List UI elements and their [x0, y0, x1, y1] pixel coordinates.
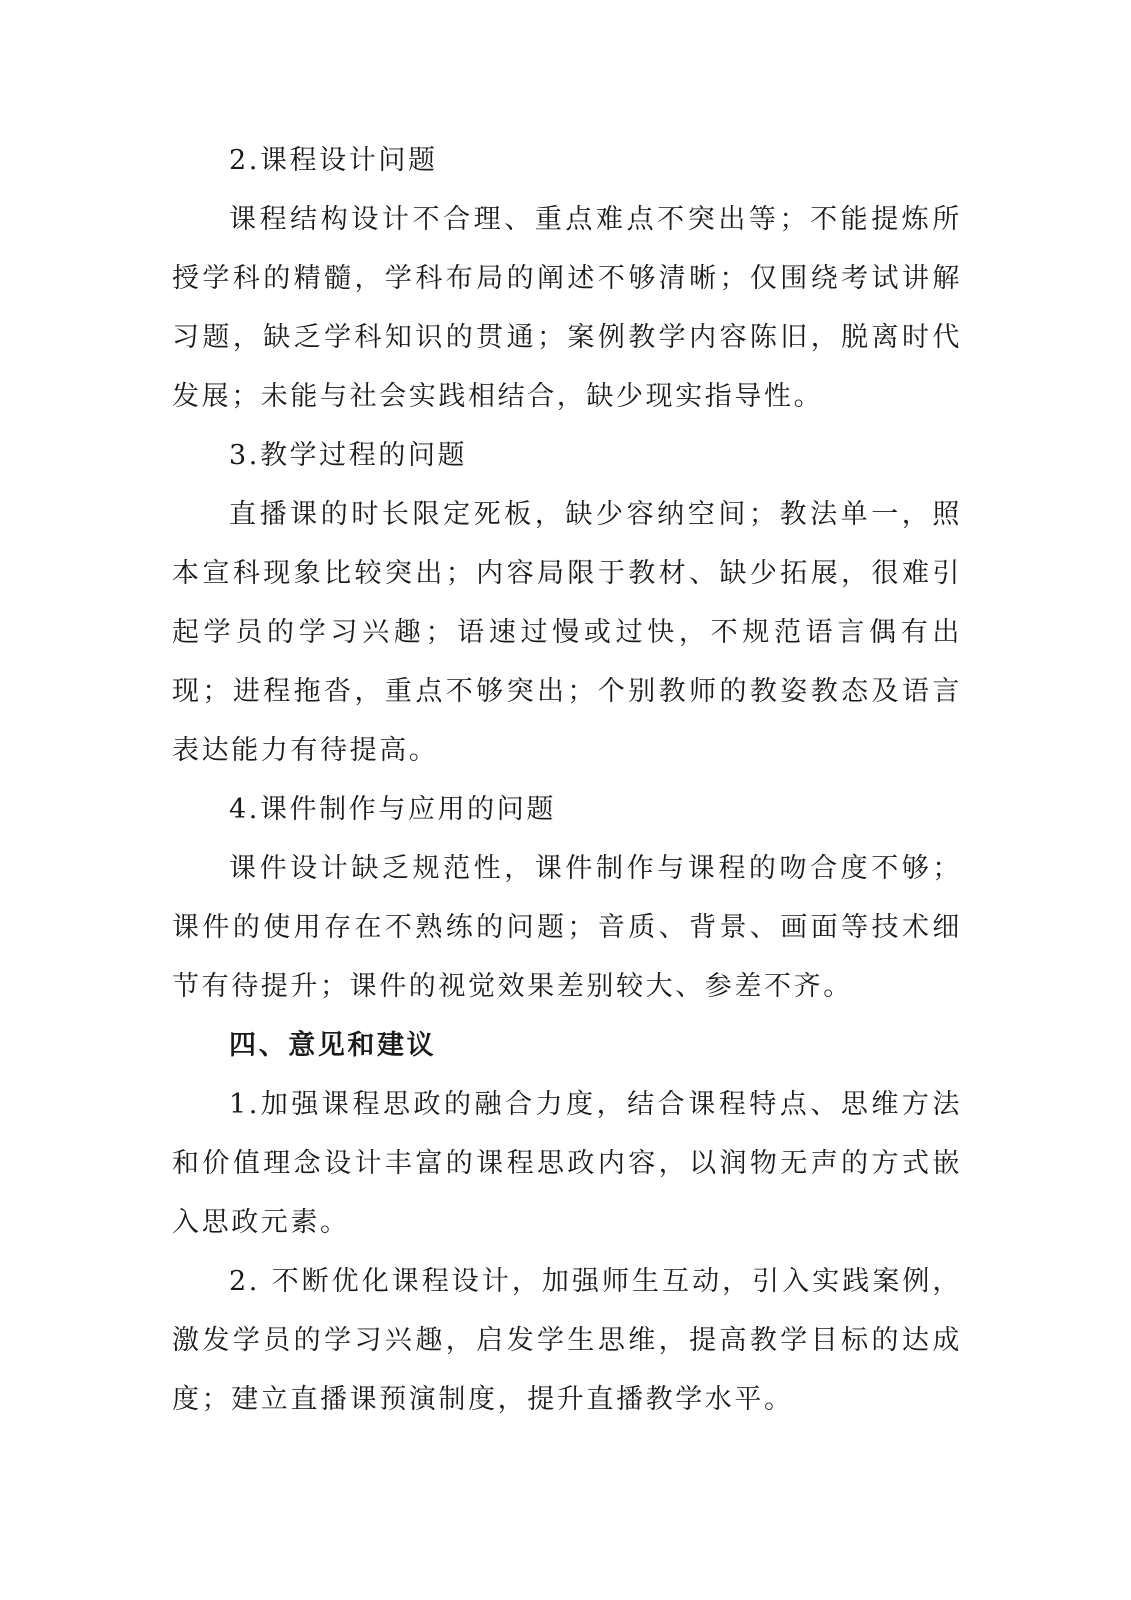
paragraph-suggestion-1: 1.加强课程思政的融合力度，结合课程特点、思维方法和价值理念设计丰富的课程思政内容，以润物无声的方式嵌入思政元素。 — [172, 1089, 962, 1238]
subheading-course-design: 2.课程设计问题 — [229, 145, 438, 176]
section-heading-suggestions: 四、意见和建议 — [229, 1030, 437, 1061]
subheading-teaching-process: 3.教学过程的问题 — [229, 440, 468, 471]
paragraph-course-design: 课程结构设计不合理、重点难点不突出等；不能提炼所授学科的精髓，学科布局的阐述不够清晰；仅围绕考试讲解习题，缺乏学科知识的贯通；案例教学内容陈旧，脱离时代发展；未能与社会实践相结合，缺少现实指导性。 — [172, 204, 962, 412]
document-page — [172, 131, 962, 1429]
paragraph-courseware: 课件设计缺乏规范性，课件制作与课程的吻合度不够；课件的使用存在不熟练的问题；音质、背景、画面等技术细节有待提升；课件的视觉效果差别较大、参差不齐。 — [172, 853, 962, 1002]
paragraph-suggestion-2: 2. 不断优化课程设计，加强师生互动，引入实践案例，激发学员的学习兴趣，启发学生思维，提高教学目标的达成度；建立直播课预演制度，提升直播教学水平。 — [172, 1266, 962, 1415]
subheading-courseware: 4.课件制作与应用的问题 — [229, 794, 556, 825]
paragraph-teaching-process: 直播课的时长限定死板，缺少容纳空间；教法单一，照本宣科现象比较突出；内容局限于教材、缺少拓展，很难引起学员的学习兴趣；语速过慢或过快，不规范语言偶有出现；进程拖沓，重点不够突出；个别教师的教姿教态及语言表达能力有待提高。 — [172, 499, 962, 766]
